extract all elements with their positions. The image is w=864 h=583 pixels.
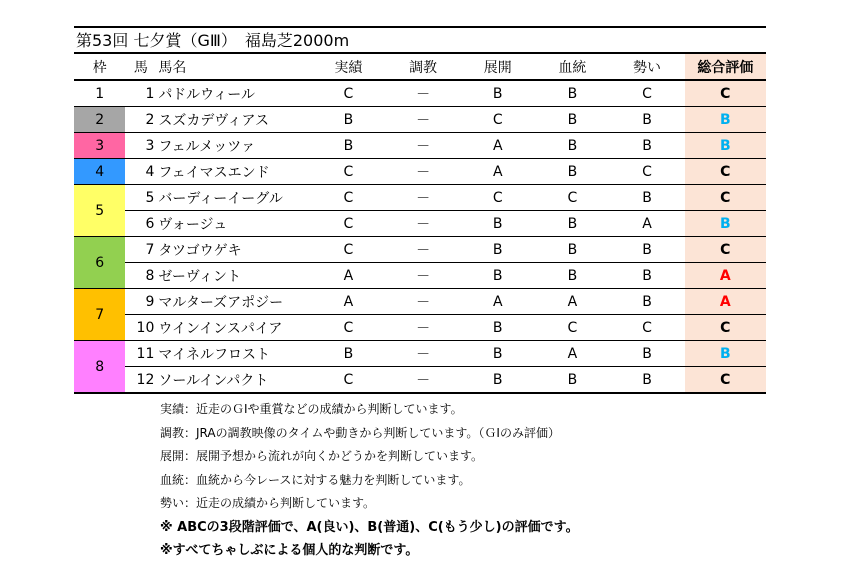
tenkai-cell: C	[460, 107, 535, 133]
sogo-cell: B	[685, 341, 766, 367]
kettou-cell: B	[535, 263, 609, 289]
kettou-cell: A	[535, 289, 609, 315]
horse-name-cell: パドルウィール	[156, 80, 310, 107]
ikioi-cell: C	[609, 159, 684, 185]
jisseki-cell: A	[311, 263, 386, 289]
kettou-cell: C	[535, 185, 609, 211]
evaluation-table	[74, 54, 766, 394]
waku-cell: 5	[74, 185, 125, 237]
note-kettou: 血統：血統から今レースに対する魅力を判断しています。	[160, 472, 471, 487]
choukyo-cell: －	[386, 185, 460, 211]
note-ikioi: 勢い：近走の成績から判断しています。	[160, 496, 376, 510]
header-tenkai: 展開	[460, 54, 535, 80]
tenkai-cell: B	[460, 315, 535, 341]
table-row	[74, 263, 766, 289]
header-ikioi: 勢い	[609, 54, 684, 80]
sogo-cell: C	[685, 367, 766, 394]
header-kettou: 血統	[535, 54, 609, 80]
tenkai-cell: A	[460, 289, 535, 315]
header-choukyo: 調教	[386, 54, 460, 80]
ikioi-cell: B	[609, 341, 684, 367]
waku-cell: 2	[74, 107, 125, 133]
ikioi-cell: B	[609, 185, 684, 211]
umaban-cell: 12	[125, 367, 156, 394]
tenkai-cell: B	[460, 367, 535, 394]
waku-cell: 6	[74, 237, 125, 289]
choukyo-cell: －	[386, 159, 460, 185]
umaban-cell: 7	[125, 237, 156, 263]
choukyo-cell: －	[386, 107, 460, 133]
table-row	[74, 367, 766, 394]
horse-name-cell: ウインインスパイア	[156, 315, 310, 341]
header-name: 馬名	[156, 54, 310, 80]
table-row	[74, 237, 766, 263]
table-row	[74, 289, 766, 315]
sogo-cell: C	[685, 159, 766, 185]
sogo-cell: B	[685, 211, 766, 237]
table-header-row	[74, 54, 766, 80]
kettou-cell: B	[535, 211, 609, 237]
jisseki-cell: B	[311, 133, 386, 159]
footnote-grading: ※ ABCの3段階評価で、A(良い)、B(普通)、C(もう少し)の評価です。	[160, 519, 579, 535]
sogo-cell: A	[685, 263, 766, 289]
sogo-cell: B	[685, 107, 766, 133]
sogo-cell: B	[685, 133, 766, 159]
waku-cell: 3	[74, 133, 125, 159]
ikioi-cell: C	[609, 80, 684, 107]
waku-cell: 1	[74, 80, 125, 107]
horse-name-cell: フェイマスエンド	[156, 159, 310, 185]
table-row	[74, 211, 766, 237]
tenkai-cell: A	[460, 133, 535, 159]
choukyo-cell: －	[386, 237, 460, 263]
choukyo-cell: －	[386, 211, 460, 237]
umaban-cell: 11	[125, 341, 156, 367]
jisseki-cell: C	[311, 185, 386, 211]
footnote-personal: ※すべてちゃしぶによる個人的な判断です。	[160, 543, 419, 558]
table-row	[74, 80, 766, 107]
horse-name-cell: ゼーヴィント	[156, 263, 310, 289]
umaban-cell: 10	[125, 315, 156, 341]
ikioi-cell: B	[609, 237, 684, 263]
tenkai-cell: A	[460, 159, 535, 185]
tenkai-cell: B	[460, 211, 535, 237]
sogo-cell: C	[685, 185, 766, 211]
choukyo-cell: －	[386, 315, 460, 341]
tenkai-cell: B	[460, 237, 535, 263]
ikioi-cell: B	[609, 263, 684, 289]
waku-cell: 8	[74, 341, 125, 394]
sogo-cell: C	[685, 237, 766, 263]
sogo-cell: C	[685, 80, 766, 107]
table-row	[74, 185, 766, 211]
horse-name-cell: ソールインパクト	[156, 367, 310, 394]
table-row	[74, 107, 766, 133]
choukyo-cell: －	[386, 341, 460, 367]
race-evaluation-sheet	[74, 26, 766, 394]
notes	[160, 398, 760, 563]
umaban-cell: 1	[125, 80, 156, 107]
kettou-cell: C	[535, 315, 609, 341]
tenkai-cell: B	[460, 341, 535, 367]
jisseki-cell: C	[311, 367, 386, 394]
umaban-cell: 4	[125, 159, 156, 185]
kettou-cell: B	[535, 159, 609, 185]
choukyo-cell: －	[386, 263, 460, 289]
jisseki-cell: C	[311, 159, 386, 185]
kettou-cell: B	[535, 367, 609, 394]
kettou-cell: B	[535, 80, 609, 107]
jisseki-cell: C	[311, 237, 386, 263]
jisseki-cell: A	[311, 289, 386, 315]
jisseki-cell: B	[311, 107, 386, 133]
kettou-cell: B	[535, 237, 609, 263]
umaban-cell: 8	[125, 263, 156, 289]
horse-name-cell: マルターズアポジー	[156, 289, 310, 315]
table-row	[74, 133, 766, 159]
waku-cell: 4	[74, 159, 125, 185]
table-row	[74, 159, 766, 185]
sogo-cell: A	[685, 289, 766, 315]
waku-cell: 7	[74, 289, 125, 341]
jisseki-cell: C	[311, 211, 386, 237]
choukyo-cell: －	[386, 133, 460, 159]
note-tenkai: 展開：展開予想から流れが向くかどうかを判断しています。	[160, 449, 484, 463]
table-row	[74, 315, 766, 341]
choukyo-cell: －	[386, 367, 460, 394]
header-sogo: 総合評価	[685, 54, 766, 80]
jisseki-cell: C	[311, 80, 386, 107]
header-waku: 枠	[74, 54, 125, 80]
kettou-cell: B	[535, 107, 609, 133]
tenkai-cell: B	[460, 80, 535, 107]
umaban-cell: 9	[125, 289, 156, 315]
choukyo-cell: －	[386, 289, 460, 315]
horse-name-cell: ヴォージュ	[156, 211, 310, 237]
tenkai-cell: C	[460, 185, 535, 211]
note-jisseki: 実績：近走のＧⅠや重賞などの成績から判断しています。	[160, 402, 463, 416]
header-umaban: 馬	[125, 54, 156, 80]
header-jisseki: 実績	[311, 54, 386, 80]
ikioi-cell: B	[609, 289, 684, 315]
horse-name-cell: タツゴウゲキ	[156, 237, 310, 263]
table-row	[74, 341, 766, 367]
horse-name-cell: フェルメッツァ	[156, 133, 310, 159]
note-choukyo: 調教：JRAの調教映像のタイムや動きから判断しています。（ＧⅠのみ評価）	[160, 425, 560, 440]
horse-name-cell: スズカデヴィアス	[156, 107, 310, 133]
jisseki-cell: B	[311, 341, 386, 367]
jisseki-cell: C	[311, 315, 386, 341]
choukyo-cell: －	[386, 80, 460, 107]
ikioi-cell: C	[609, 315, 684, 341]
kettou-cell: B	[535, 133, 609, 159]
umaban-cell: 2	[125, 107, 156, 133]
ikioi-cell: A	[609, 211, 684, 237]
ikioi-cell: B	[609, 367, 684, 394]
umaban-cell: 6	[125, 211, 156, 237]
sogo-cell: C	[685, 315, 766, 341]
ikioi-cell: B	[609, 107, 684, 133]
horse-name-cell: マイネルフロスト	[156, 341, 310, 367]
umaban-cell: 3	[125, 133, 156, 159]
ikioi-cell: B	[609, 133, 684, 159]
kettou-cell: A	[535, 341, 609, 367]
horse-name-cell: バーディーイーグル	[156, 185, 310, 211]
umaban-cell: 5	[125, 185, 156, 211]
race-title: 第53回 七夕賞（GⅢ） 福島芝2000m	[74, 26, 766, 54]
tenkai-cell: B	[460, 263, 535, 289]
